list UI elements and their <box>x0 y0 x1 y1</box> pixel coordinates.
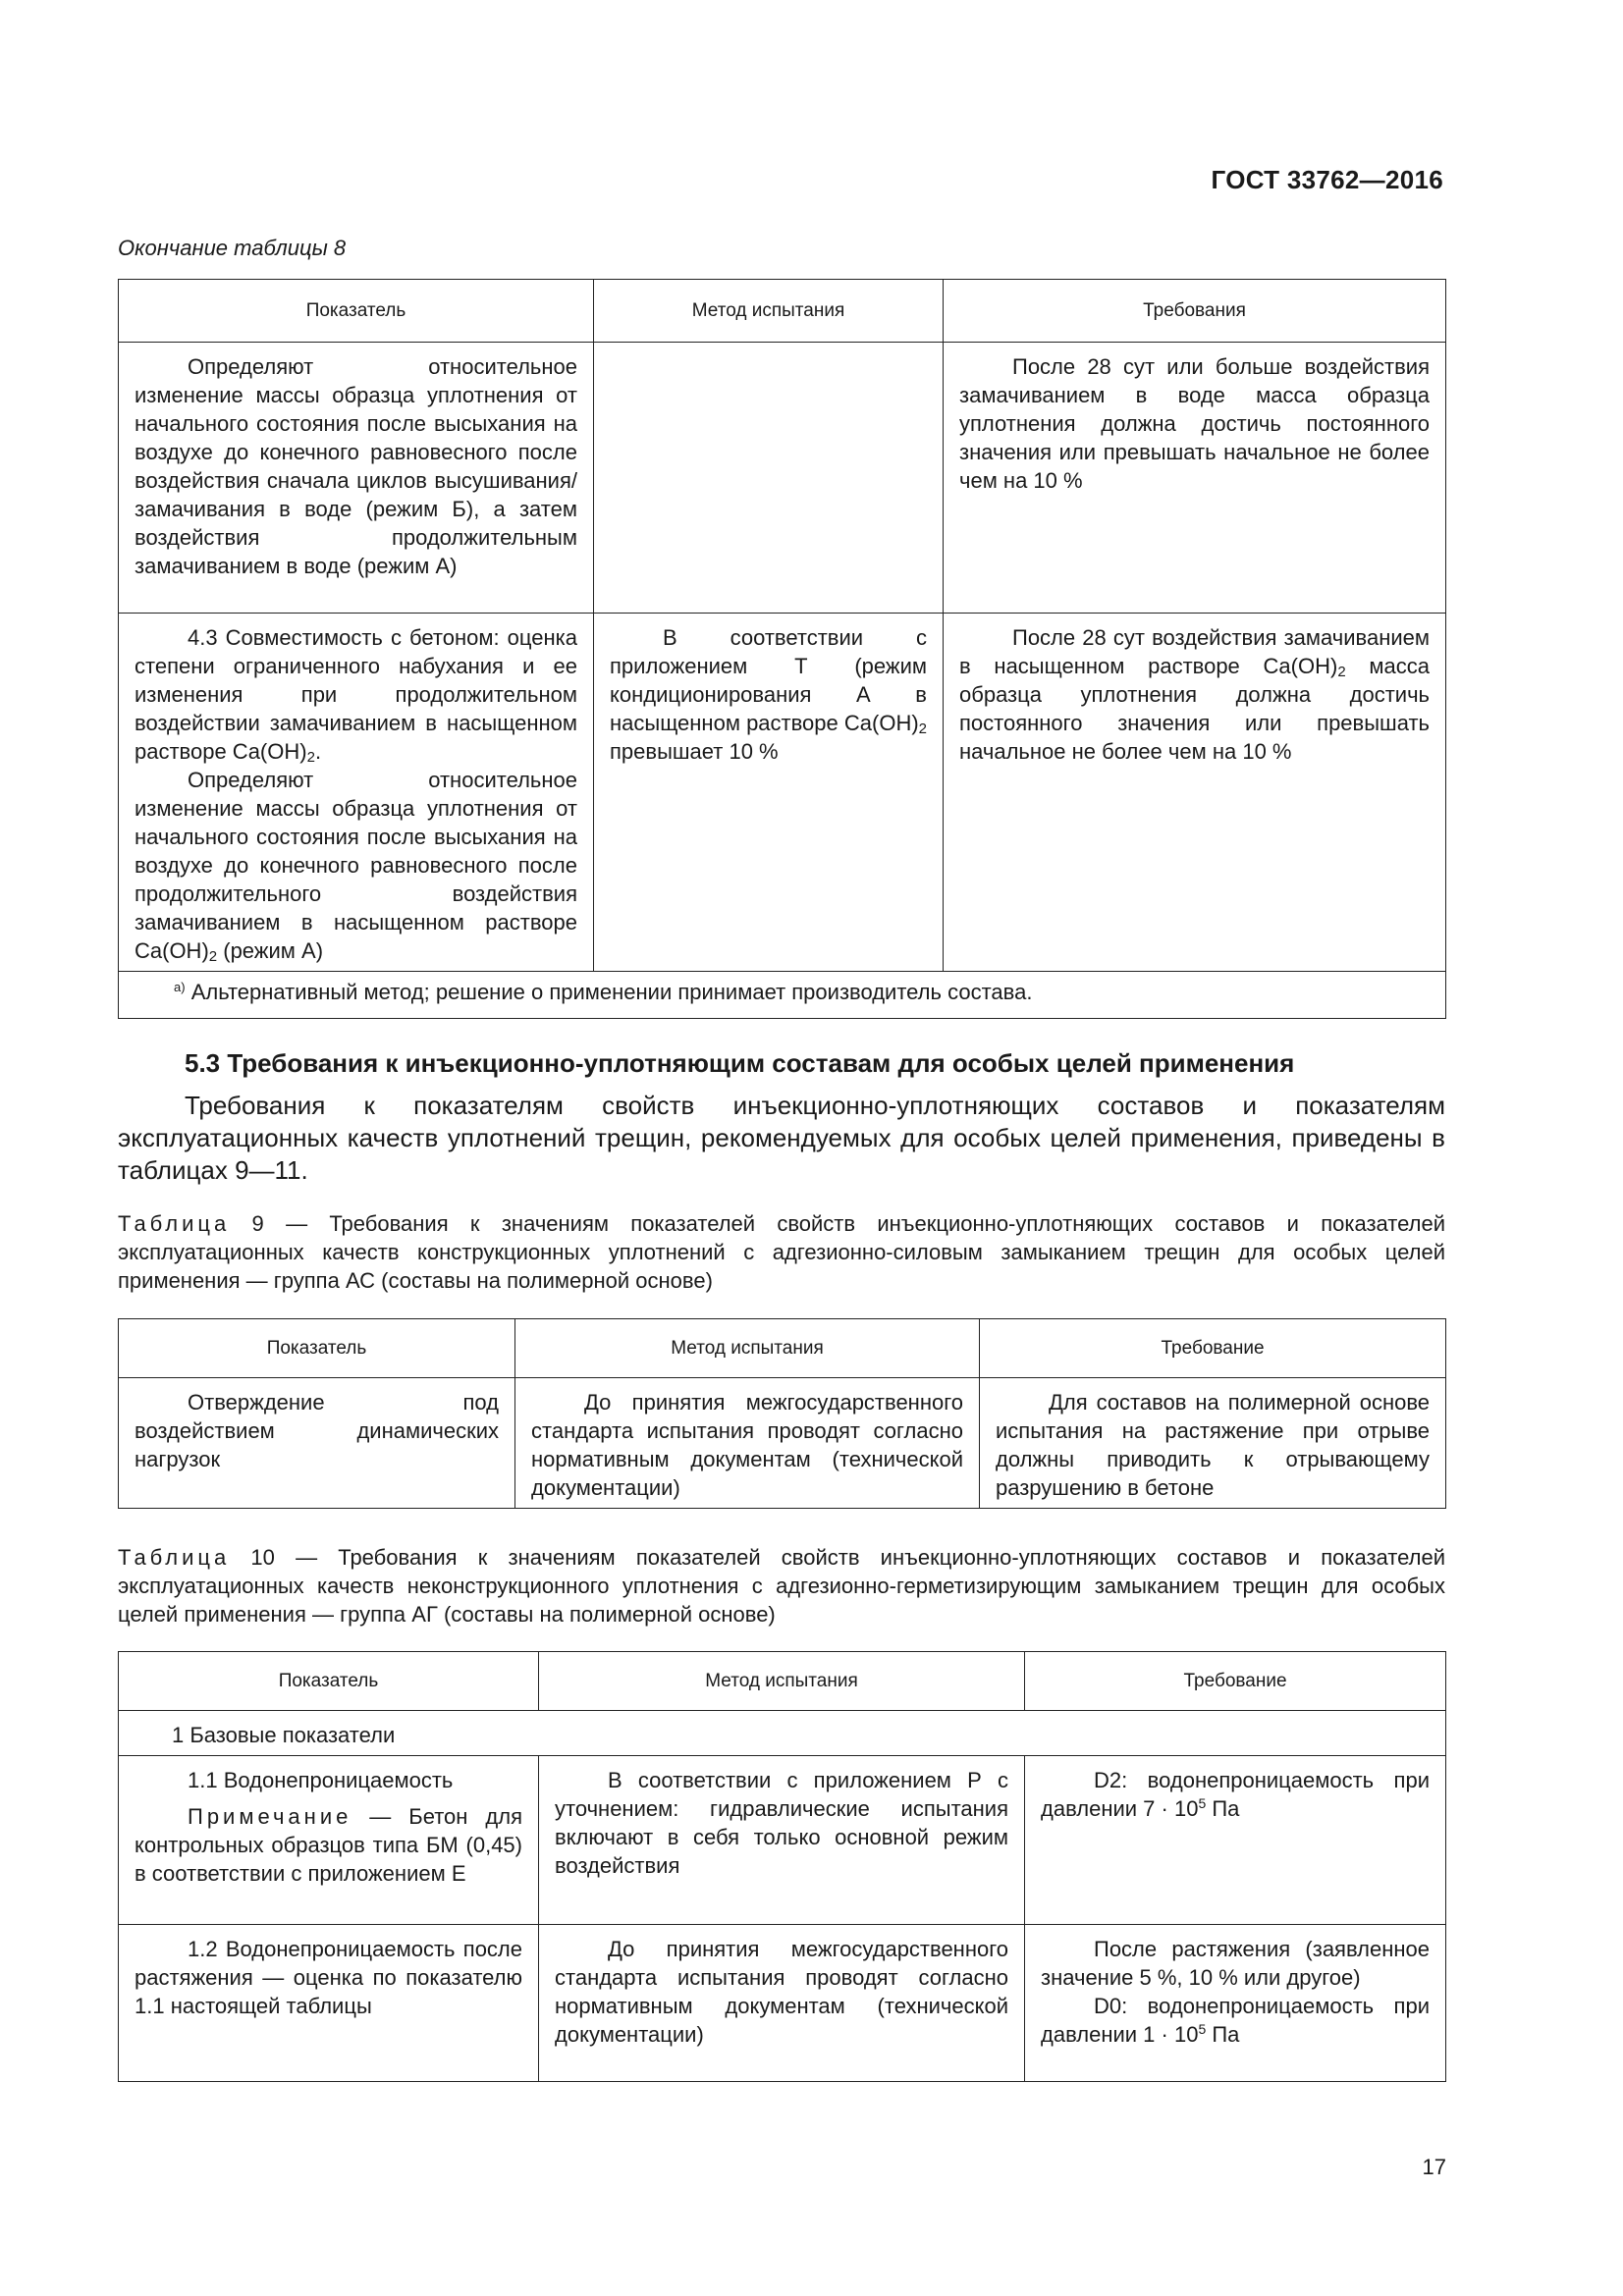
method-cell <box>594 343 944 614</box>
method-cell: В соответствии с приложением Т (режим кондиционирования А в насыщенном растворе $Ca(OH)_2$ превышает 10 % <box>594 614 944 972</box>
page-number: 17 <box>1422 2155 1446 2179</box>
table-header-row <box>119 1652 1446 1711</box>
table-header-row <box>119 280 1446 343</box>
group-row <box>119 1711 1446 1756</box>
section-heading: 5.3 Требования к инъекционно-уплотняющим составам для особых целей применения <box>185 1048 1295 1078</box>
section-paragraph: Требования к показателям свойств инъекционно-уплотняющих составов и показателям эксплуатационных качеств уплотнений трещин, рекомендуемых для особых целей применения, приведены в таблицах 9—11. <box>118 1091 1445 1185</box>
requirement-cell: После 28 сут воздействия замачиванием в насыщенном растворе $Ca(OH)_2$ масса образца уплотнения должна достичь постоянного значения или превышать начальное не более чем на 10 % <box>944 614 1446 972</box>
table-10 <box>118 1651 1446 2082</box>
column-header-indicator: Показатель <box>119 280 594 343</box>
column-header-method: Метод испытания <box>539 1652 1025 1711</box>
table-row <box>119 343 1446 614</box>
group-heading-cell: 1 Базовые показатели <box>119 1711 1446 1756</box>
table-row <box>119 1756 1446 1925</box>
requirement-cell: D2: водонепроницаемость при давлении $7 \cdot 10^5$ Па <box>1025 1756 1446 1925</box>
requirement-cell: После растяжения (заявленное значение 5 %, 10 % или другое) D0: водонепроницаемость при давлении $1 \cdot 10^5$ Па <box>1025 1925 1446 2082</box>
footnote-text: Альтернативный метод; решение о применении принимает производитель состава. <box>190 980 1033 1004</box>
column-header-method: Метод испытания <box>515 1319 980 1378</box>
note-label: Примечание <box>188 1804 352 1829</box>
indicator-cell: Отверждение под воздействием динамических нагрузок <box>119 1378 515 1509</box>
indicator-cell: Определяют относительное изменение массы образца уплотнения от начального состояния после высыхания на воздухе до конечного равновесного после воздействия сначала циклов высушивания/замачивания в воде (режим Б), а затем воздействия продолжительным замачиванием в воде (режим А) <box>119 343 594 614</box>
table-row <box>119 614 1446 972</box>
table-10-caption: Таблица 10 — Требования к значениям показателей свойств инъекционно-уплотняющих составов и показателей эксплуатационных качеств неконструкционного уплотнения с адгезионно-герметизирующим замыканием трещин для особых целей применения — группа АГ (составы на полимерной основе) <box>118 1545 1445 1627</box>
method-cell: В соответствии с приложением Р с уточнением: гидравлические испытания включают в себя только основной режим воздействия <box>539 1756 1025 1925</box>
indicator-cell: 1.2 Водонепроницаемость после растяжения — оценка по показателю 1.1 настоящей таблицы <box>119 1925 539 2082</box>
table-9-caption: Таблица 9 — Требования к значениям показателей свойств инъекционно-уплотняющих составов и показателей эксплуатационных качеств конструкционных уплотнений с адгезионно-силовым замыканием трещин для особых целей применения — группа АС (составы на полимерной основе) <box>118 1211 1445 1293</box>
column-header-requirement: Требование <box>1025 1652 1446 1711</box>
indicator-cell: 4.3 Совместимость с бетоном: оценка степени ограниченного набухания и ее изменения при продолжительном воздействии замачиванием в насыщенном растворе $Ca(OH)_2$. Определяют относительное изменение массы образца уплотнения от начального состояния после высыхания на воздухе до конечного равновесного после продолжительного воздействия замачиванием в насыщенном растворе $Ca(OH)_2$ (режим А) <box>119 614 594 972</box>
column-header-requirements: Требования <box>944 280 1446 343</box>
table-header-row <box>119 1319 1446 1378</box>
requirement-cell: Для составов на полимерной основе испытания на растяжение при отрыве должны приводить к отрывающему разрушению в бетоне <box>980 1378 1446 1509</box>
column-header-indicator: Показатель <box>119 1319 515 1378</box>
requirement-cell: После 28 сут или больше воздействия замачиванием в воде масса образца уплотнения должна достичь постоянного значения или превышать начальное не более чем на 10 % <box>944 343 1446 614</box>
column-header-indicator: Показатель <box>119 1652 539 1711</box>
table-row <box>119 1925 1446 2082</box>
table-8 <box>118 279 1446 1019</box>
footnote <box>119 972 1446 1019</box>
footnote-mark: а) <box>174 980 186 994</box>
method-cell: До принятия межгосударственного стандарта испытания проводят согласно нормативным документам (технической документации) <box>539 1925 1025 2082</box>
table-9 <box>118 1318 1446 1509</box>
column-header-method: Метод испытания <box>594 280 944 343</box>
document-id: ГОСТ 33762—2016 <box>1211 165 1443 194</box>
indicator-cell: 1.1 Водонепроницаемость Примечание — Бетон для контрольных образцов типа БМ (0,45) в соответствии с приложением Е <box>119 1756 539 1925</box>
column-header-requirement: Требование <box>980 1319 1446 1378</box>
footnote-row <box>119 972 1446 1019</box>
table-continuation-label: Окончание таблицы 8 <box>118 236 347 260</box>
table-row <box>119 1378 1446 1509</box>
method-cell: До принятия межгосударственного стандарта испытания проводят согласно нормативным документам (технической документации) <box>515 1378 980 1509</box>
